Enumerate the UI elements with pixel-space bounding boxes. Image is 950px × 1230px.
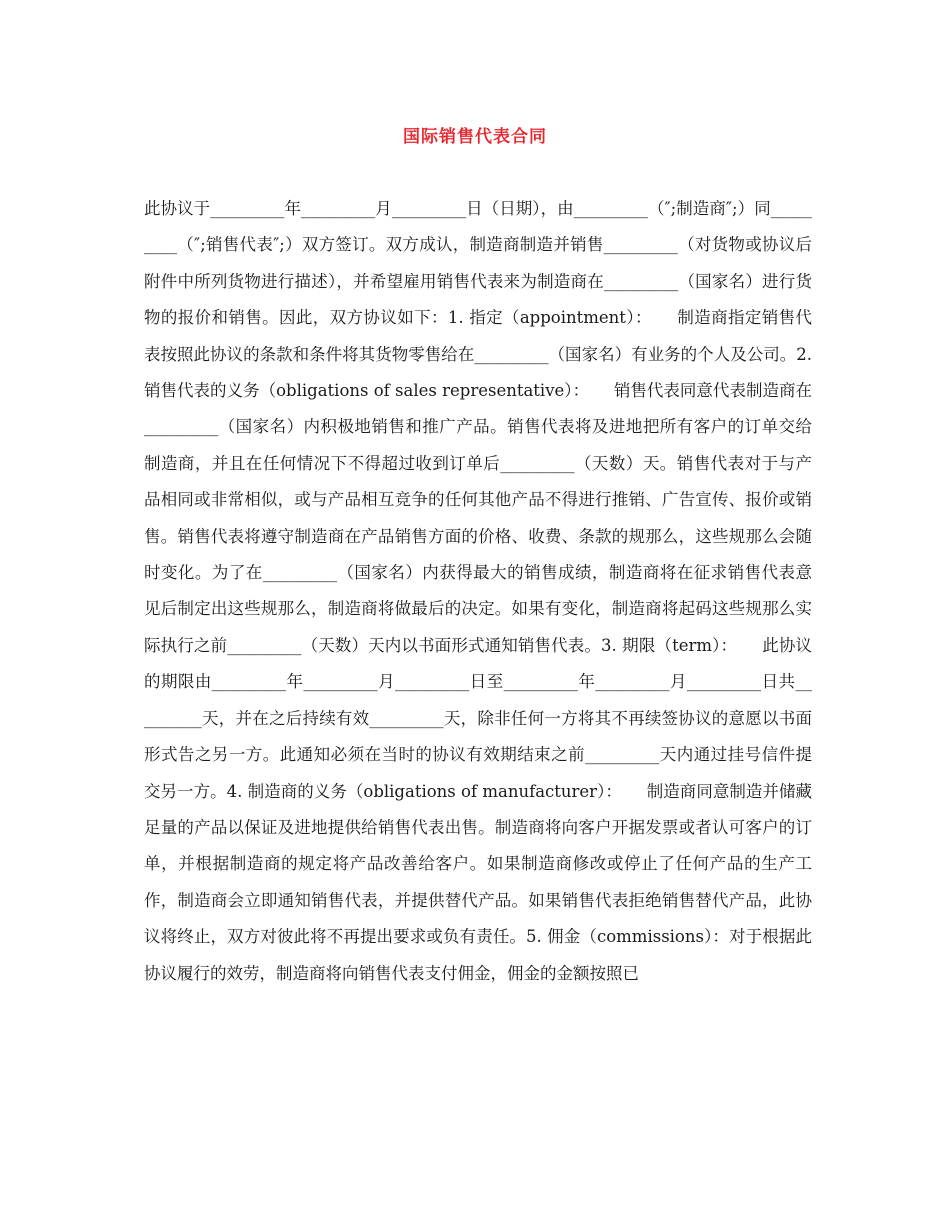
document-body: 此协议于_________年_________月_________日（日期），由_________（″;制造商″;）同_________（″;销售代表″;）双方签订。双方成认，制造商制造并销售_________（对货物或协议后附件中所列货物进行描述），并希望雇用销售代表来为制造商在_________（国家名）进行货物的报价和销售。因此，双方协议如下：1. 指定（appointment）： 制造商指定销售代表按照此协议的条款和条件将其货物零售给在_________（国家名）有业务的个人及公司。2. 销售代表的义务（obligations of sales representative）： 销售代表同意代表制造商在_________（国家名）内积极地销售和推广产品。销售代表将及进地把所有客户的订单交给制造商，并且在任何情况下不得超过收到订单后_________（天数）天。销售代表对于与产品相同或非常相似，或与产品相互竞争的任何其他产品不得进行推销、广告宣传、报价或销售。销售代表将遵守制造商在产品销售方面的价格、收费、条款的规那么，这些规那么会随时变化。为了在_________（国家名）内获得最大的销售成绩，制造商将在征求销售代表意见后制定出这些规那么，制造商将做最后的决定。如果有变化，制造商将起码这些规那么实际执行之前_________（天数）天内以书面形式通知销售代表。3. 期限（term）： 此协议的期限由_________年_________月_________日至_________年_________月_________日共_________天，并在之后持续有效_________天，除非任何一方将其不再续签协议的意愿以书面形式告之另一方。此通知必须在当时的协议有效期结束之前_________天内通过挂号信件提交另一方。4. 制造商的义务（obligations of manufacturer）： 制造商同意制造并储藏足量的产品以保证及进地提供给销售代表出售。制造商将向客户开据发票或者认可客户的订单，并根据制造商的规定将产品改善给客户。如果制造商修改或停止了任何产品的生产工作，制造商会立即通知销售代表，并提供替代产品。如果销售代表拒绝销售替代产品，此协议将终止，双方对彼此将不再提出要求或负有责任。5. 佣金（commissions）：对于根据此协议履行的效劳，制造商将向销售代表支付佣金，佣金的金额按照已 [144,199,818,983]
document-title: 国际销售代表合同 [403,127,547,147]
